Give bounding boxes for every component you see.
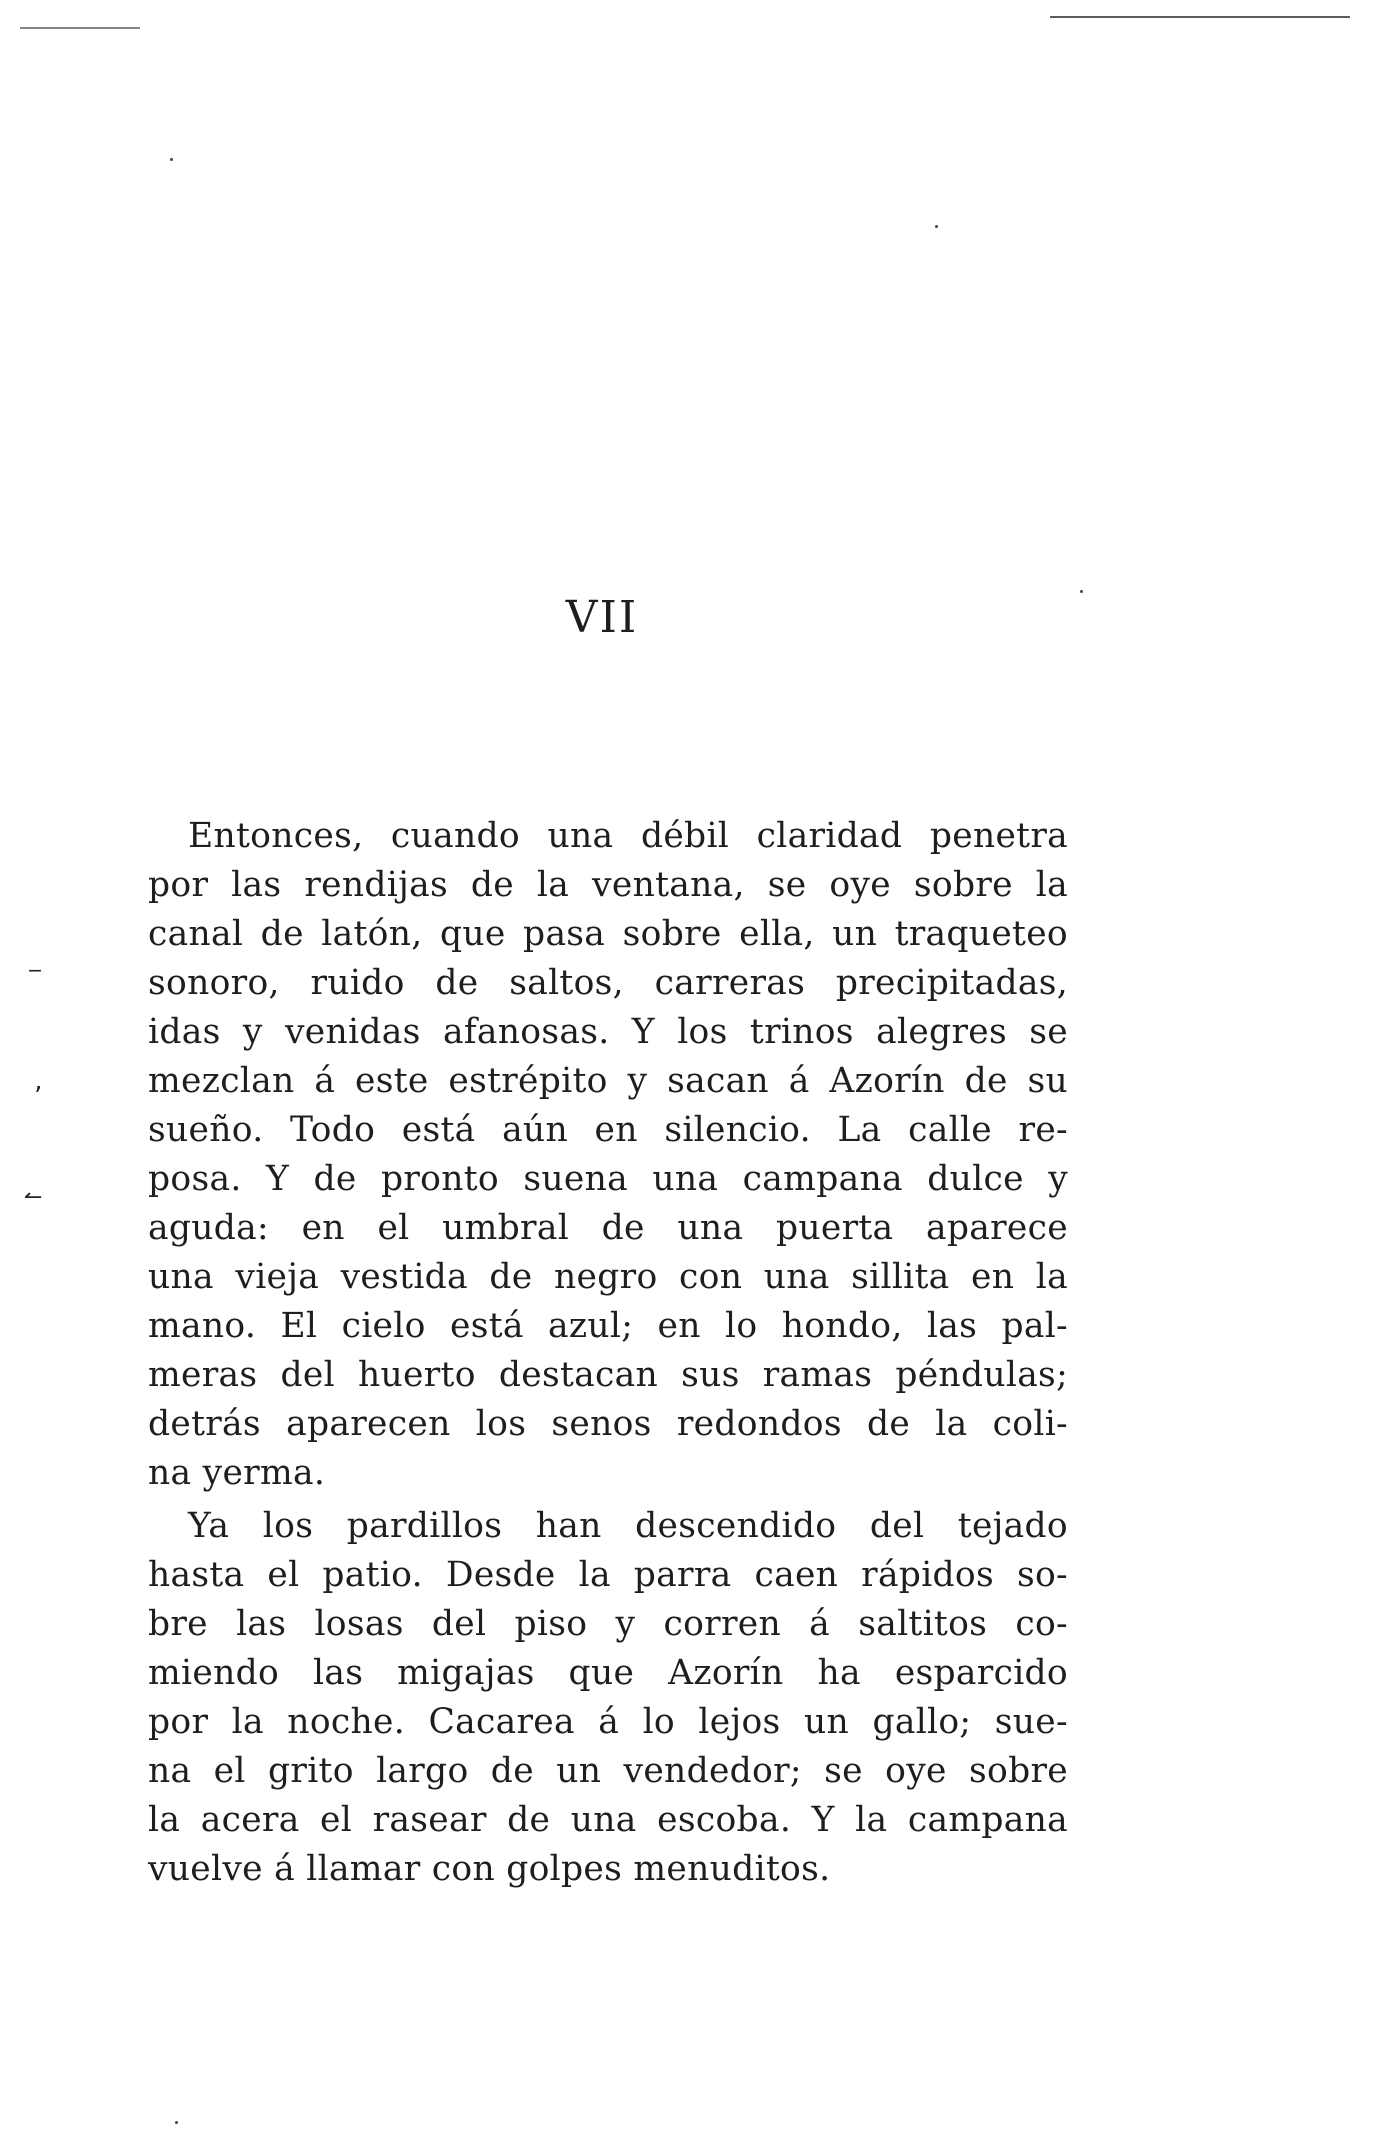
text-line: posa. Y de pronto suena una campana dulce y [148, 1159, 1068, 1199]
text-line: la acera el rasear de una escoba. Y la campana [148, 1800, 1068, 1840]
text-line: Entonces, cuando una débil claridad penetra [188, 816, 1068, 856]
text-line: una vieja vestida de negro con una sillita en la [148, 1257, 1068, 1297]
text-line: na el grito largo de un vendedor; se oye sobre [148, 1751, 1068, 1791]
text-line: mano. El cielo está azul; en lo hondo, las pal- [148, 1306, 1068, 1346]
text-line: Ya los pardillos han descendido del tejado [188, 1506, 1068, 1546]
top-left-rule [20, 27, 140, 29]
chapter-text [148, 812, 1068, 1898]
text-line: aguda: en el umbral de una puerta aparece [148, 1208, 1068, 1248]
text-line: bre las losas del piso y corren á saltitos co- [148, 1604, 1068, 1644]
text-line: na yerma. [148, 1453, 326, 1493]
text-line: meras del huerto destacan sus ramas péndulas; [148, 1355, 1068, 1395]
text-line: idas y venidas afanosas. Y los trinos alegres se [148, 1012, 1068, 1052]
text-line: mezclan á este estrépito y sacan á Azorín de su [148, 1061, 1068, 1101]
margin-mark-arrow: ↼ [24, 1185, 43, 1210]
margin-mark-dash: ‒ [28, 958, 42, 983]
page-speck [935, 225, 938, 228]
text-line: por las rendijas de la ventana, se oye sobre la [148, 865, 1068, 905]
text-line: sonoro, ruido de saltos, carreras precipitadas, [148, 963, 1068, 1003]
top-right-rule [1050, 16, 1350, 18]
text-line: hasta el patio. Desde la parra caen rápidos so- [148, 1555, 1068, 1595]
text-line: sueño. Todo está aún en silencio. La calle re- [148, 1110, 1068, 1150]
margin-mark-tick: ʼ [34, 1082, 43, 1112]
chapter-heading: VII [565, 592, 639, 643]
text-line: canal de latón, que pasa sobre ella, un traqueteo [148, 914, 1068, 954]
text-line: por la noche. Cacarea á lo lejos un gallo; sue- [148, 1702, 1068, 1742]
paragraph-1 [148, 812, 1068, 1498]
text-line: detrás aparecen los senos redondos de la coli- [148, 1404, 1068, 1444]
text-line: miendo las migajas que Azorín ha esparcido [148, 1653, 1068, 1693]
page-speck [175, 2121, 178, 2124]
page-speck [170, 158, 173, 161]
paragraph-2 [148, 1502, 1068, 1894]
text-line: vuelve á llamar con golpes menuditos. [148, 1849, 831, 1889]
